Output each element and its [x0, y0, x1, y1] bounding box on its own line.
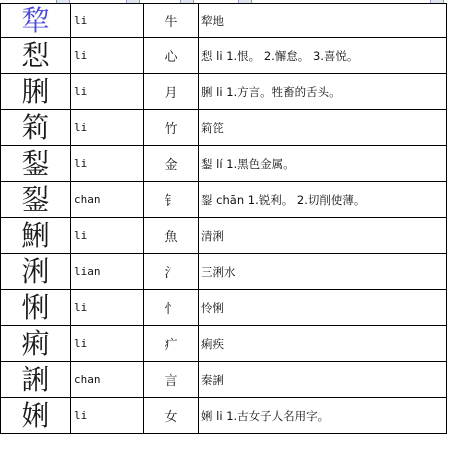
pinyin-cell[interactable]: chan — [71, 182, 144, 218]
definition-cell[interactable]: 銐 chān 1.锐利。 2.切削使薄。 — [199, 182, 447, 218]
character-cell[interactable]: 鯏 — [1, 218, 71, 254]
character-cell[interactable]: 悧 — [1, 290, 71, 326]
radical-cell[interactable]: 金 — [144, 146, 199, 182]
pinyin-cell[interactable]: li — [71, 38, 144, 74]
table-row[interactable] — [1, 4, 447, 38]
table-row[interactable] — [1, 182, 447, 218]
character-cell[interactable]: 悡 — [1, 38, 71, 74]
definition-cell[interactable]: 三浰水 — [199, 254, 447, 290]
definition-cell[interactable]: 脷 li 1.方言。牲畜的舌头。 — [199, 74, 447, 110]
radical-cell[interactable]: 氵 — [144, 254, 199, 290]
radical-cell[interactable]: 月 — [144, 74, 199, 110]
table-row[interactable] — [1, 74, 447, 110]
radical-cell[interactable]: 魚 — [144, 218, 199, 254]
pinyin-cell[interactable]: chan — [71, 362, 144, 398]
table-row[interactable] — [1, 38, 447, 74]
character-table — [0, 3, 447, 434]
definition-cell[interactable]: 筣笓 — [199, 110, 447, 146]
pinyin-cell[interactable]: li — [71, 146, 144, 182]
definition-cell[interactable]: 犂地 — [199, 4, 447, 38]
character-cell[interactable]: 銐 — [1, 182, 71, 218]
pinyin-cell[interactable]: li — [71, 326, 144, 362]
definition-cell[interactable]: 清浰 — [199, 218, 447, 254]
table-row[interactable] — [1, 362, 447, 398]
character-cell[interactable]: 脷 — [1, 74, 71, 110]
radical-cell[interactable]: 心 — [144, 38, 199, 74]
definition-cell[interactable]: 娳 li 1.古女子人名用字。 — [199, 398, 447, 434]
character-cell[interactable]: 筣 — [1, 110, 71, 146]
character-cell[interactable]: 痢 — [1, 326, 71, 362]
table-row[interactable] — [1, 326, 447, 362]
definition-cell[interactable]: 悡 li 1.恨。 2.懈怠。 3.喜悦。 — [199, 38, 447, 74]
table-row[interactable] — [1, 146, 447, 182]
table-row[interactable] — [1, 398, 447, 434]
character-cell[interactable]: 浰 — [1, 254, 71, 290]
table-row[interactable] — [1, 218, 447, 254]
radical-cell[interactable]: 疒 — [144, 326, 199, 362]
radical-cell[interactable]: 言 — [144, 362, 199, 398]
table-row[interactable] — [1, 254, 447, 290]
radical-cell[interactable]: 钅 — [144, 182, 199, 218]
pinyin-cell[interactable]: li — [71, 398, 144, 434]
radical-cell[interactable]: 女 — [144, 398, 199, 434]
pinyin-cell[interactable]: li — [71, 218, 144, 254]
pinyin-cell[interactable]: lian — [71, 254, 144, 290]
character-cell[interactable]: 鋫 — [1, 146, 71, 182]
definition-cell[interactable]: 怜悧 — [199, 290, 447, 326]
definition-cell[interactable]: 秦誗 — [199, 362, 447, 398]
character-cell[interactable]: 誗 — [1, 362, 71, 398]
pinyin-cell[interactable]: li — [71, 110, 144, 146]
radical-cell[interactable]: 忄 — [144, 290, 199, 326]
radical-cell[interactable]: 竹 — [144, 110, 199, 146]
character-cell[interactable]: 犂 — [1, 4, 71, 38]
definition-cell[interactable]: 痢疾 — [199, 326, 447, 362]
table-row[interactable] — [1, 110, 447, 146]
pinyin-cell[interactable]: li — [71, 290, 144, 326]
character-cell[interactable]: 娳 — [1, 398, 71, 434]
definition-cell[interactable]: 鋫 lí 1.黑色金属。 — [199, 146, 447, 182]
table-row[interactable] — [1, 290, 447, 326]
pinyin-cell[interactable]: li — [71, 74, 144, 110]
pinyin-cell[interactable]: li — [71, 4, 144, 38]
radical-cell[interactable]: 牛 — [144, 4, 199, 38]
